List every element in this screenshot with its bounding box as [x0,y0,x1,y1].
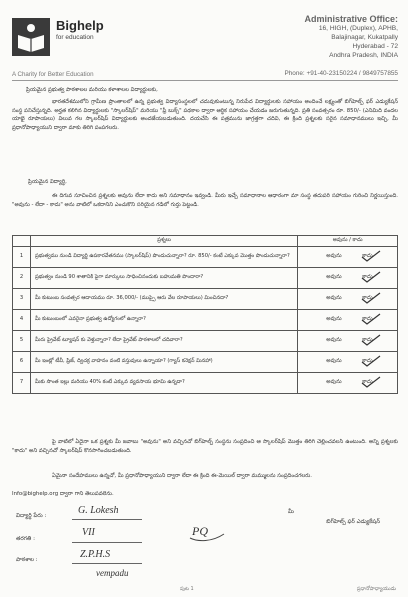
no-option[interactable]: కాదు [362,316,373,323]
brand-subtitle: for education [56,34,94,41]
yes-option[interactable]: అవును [326,337,342,344]
tick-mark-icon [360,291,382,305]
row-number: 2 [13,268,31,289]
row-question: మీ ఇంట్లో టీవీ, ఫ్రిజ్, ద్విచక్ర వాహనం వంటి వస్తువులు ఉన్నాయా? (గ్యాస్ కనెక్షన్ మినహా) [30,352,297,373]
office-address [198,14,398,60]
class-underline [72,542,142,543]
tick-mark-icon [360,270,382,284]
class-value[interactable]: VII [82,527,95,538]
tagline: A Charity for Better Education [12,71,94,78]
footer-sign: ప్రధానోపాధ్యాయుడు [356,586,396,592]
tick-mark-icon [360,375,382,389]
tick-mark-icon [360,333,382,347]
salutation: ప్రియమైన ప్రభుత్వ పాఠశాలల మరియు కళాశాలల విద్యార్థులకు, [26,87,158,93]
intro-paragraph: భారతదేశములోని గ్రామీణ ప్రాంతాలలో ఉన్న ప్రభుత్వ విద్యాసంస్థలలో చదువుకుంటున్న నిరుపేద విద్యార్థులకు సహాయం అందించే లక్ష్యంతో బిగ్‌హెల్ప్ ఫర్ ఎడ్యుకేషన్ సంస్థ పనిచేస్తున్నది. అర్హత కలిగిన విద్యార్థులకు "స్కాలర్‌షిప్" మరియు "ఫ్రీ బుక్స్" పథకాల ద్వారా ఆర్థిక సహాయం చేయడం జరుగుతున్నది. ప్రతి సంవత్సరం రూ. 850/- (ఎనిమిది వందల యాభై రూపాయలు) విలువ గల స్కాలర్‌షిప్ విద్యార్థులకు అందజేయబడుతుంది. దయచేసి ఈ పత్రమును జాగ్రత్తగా చదివి, ఈ క్రింది ప్రశ్నలకు సరైన సమాధానములు ఇచ్చి, మీ ప్రధానోపాధ్యాయుని ద్వారా మాకు తిరిగి పంపగలరు. [12,99,398,131]
col-answer: అవును / కాదు [298,236,398,247]
student-name-label: విద్యార్థి పేరు : [16,513,47,519]
school-label: పాఠశాల : [16,557,38,563]
row-answer[interactable] [298,289,398,310]
email-line: Info@bighelp.org ద్వారా గాని తెలుపవలెను. [12,491,114,497]
col-number [13,236,31,247]
table-row [13,310,398,331]
tick-mark-icon [360,312,382,326]
no-option[interactable]: కాదు [362,274,373,281]
class-label: తరగతి : [16,536,35,542]
contact-paragraph: ఏమైనా సందేహములు ఉన్నచో, మీ ప్రధానోపాధ్యాయుని ద్వారా లేదా ఈ క్రింది ఈ-మెయిల్ ద్వారా మమ్ములను సంప్రదించగలరు. [52,473,312,479]
yes-option[interactable]: అవును [326,379,342,386]
village-value[interactable]: vempadu [96,568,129,578]
school-underline [72,563,142,564]
row-answer[interactable] [298,268,398,289]
no-option[interactable]: కాదు [362,358,373,365]
brand-name: Bighelp [56,18,104,33]
col-question: ప్రశ్నలు [30,236,297,247]
table-row [13,247,398,268]
no-option[interactable]: కాదు [362,337,373,344]
addressee: ప్రియమైన విద్యార్థి, [28,179,67,185]
closing: మీ [288,509,294,515]
signature-flourish-icon [188,520,226,542]
yes-option[interactable]: అవును [326,316,342,323]
yes-option[interactable]: అవును [326,358,342,365]
address-line: 16, HIGH, (Duplex), APHB, [318,25,398,32]
yes-option[interactable]: అవును [326,295,342,302]
yes-option[interactable]: అవును [326,274,342,281]
row-answer[interactable] [298,331,398,352]
bighelp-logo-icon [12,18,50,56]
signature-initials: PQ [192,524,208,538]
tick-mark-icon [360,354,382,368]
phone-number: Phone: +91-40-23150224 / 9849757855 [284,70,398,77]
row-question: మీ కుటుంబ సంవత్సర ఆదాయము రూ. 36,000/- (ముప్పై ఆరు వేల రూపాయలు) మించినదా? [30,289,297,310]
row-number: 4 [13,310,31,331]
row-number: 7 [13,373,31,394]
row-number: 5 [13,331,31,352]
no-option[interactable]: కాదు [362,295,373,302]
table-row [13,352,398,373]
instructions-paragraph: ఈ దిగువ సూచించిన ప్రశ్నలకు అవును లేదా కాదు అని సమాధానం ఇవ్వండి. మీరు ఇచ్చే సమాధానాల ఆధారంగా మా సంస్థ తదుపరి సహాయం గురించి నిర్ణయిస్తుంది. "అవును - లేదా - కాదు" అను వాటిలో ఒకదానిని ఎంచుకొని సరియైన గడిలో గుర్తు పెట్టండి. [12,193,398,208]
signer: బిగ్‌హెల్ప్ ఫర్ ఎడ్యుకేషన్ [326,519,380,525]
row-answer[interactable] [298,373,398,394]
row-question: ప్రభుత్వం నుండి 90 శాతానికి పైగా మార్కులు సాధించినందుకు బహుమతి పొందారా? [30,268,297,289]
questions-table [12,235,398,394]
tick-mark-icon [360,249,382,263]
address-line: Balajinagar, Kukatpally [331,34,398,41]
student-name-value[interactable]: G. Lokesh [78,505,119,516]
row-answer[interactable] [298,247,398,268]
no-option[interactable]: కాదు [362,253,373,260]
table-row [13,289,398,310]
no-option[interactable]: కాదు [362,379,373,386]
footer-page: పుట 1 [180,586,194,592]
row-number: 3 [13,289,31,310]
header-divider [12,80,398,81]
school-value[interactable]: Z.P.H.S [80,549,111,560]
row-number: 6 [13,352,31,373]
table-row [13,268,398,289]
student-name-underline [72,519,142,520]
yes-option[interactable]: అవును [326,253,342,260]
row-question: మీరు ప్రైవేట్ ట్యూషన్ కు వెళ్తున్నారా? లేదా ప్రైవేట్ పాఠశాలలో చదివారా? [30,331,297,352]
conditions-paragraph: పై వాటిలో ఏదైనా ఒక ప్రశ్నకు మీ జవాబు "అవును" అని వచ్చినచో బిగ్‌హెల్ప్ సంస్థను సంప్రదించి ఆ స్కాలర్‌షిప్ మొత్తం తిరిగి చెల్లించవలసి ఉంటుంది. అన్ని ప్రశ్నలకు "కాదు" అని వచ్చినచో స్కాలర్‌షిప్ కొనసాగించబడుతుంది. [12,439,398,454]
row-answer[interactable] [298,310,398,331]
row-number: 1 [13,247,31,268]
table-row [13,331,398,352]
row-question: మీకు సొంత ఇల్లు మరియు 40% కంటే ఎక్కువ వ్యవసాయ భూమి ఉన్నదా? [30,373,297,394]
address-line: Andhra Pradesh, INDIA [329,52,398,59]
row-answer[interactable] [298,352,398,373]
office-title: Administrative Office: [304,14,398,24]
address-line: Hyderabad - 72 [352,43,398,50]
row-question: ప్రభుత్వము నుండి విద్యార్థి ఉపకారవేతనము (స్కాలర్‌షిప్) పొందుచున్నారా? రూ. 850/- కంటే ఎక్కువ మొత్తం పొందుచున్నారా? [30,247,297,268]
row-question: మీ కుటుంబంలో ఎవరైనా ప్రభుత్వ ఉద్యోగంలో ఉన్నారా? [30,310,297,331]
table-row [13,373,398,394]
